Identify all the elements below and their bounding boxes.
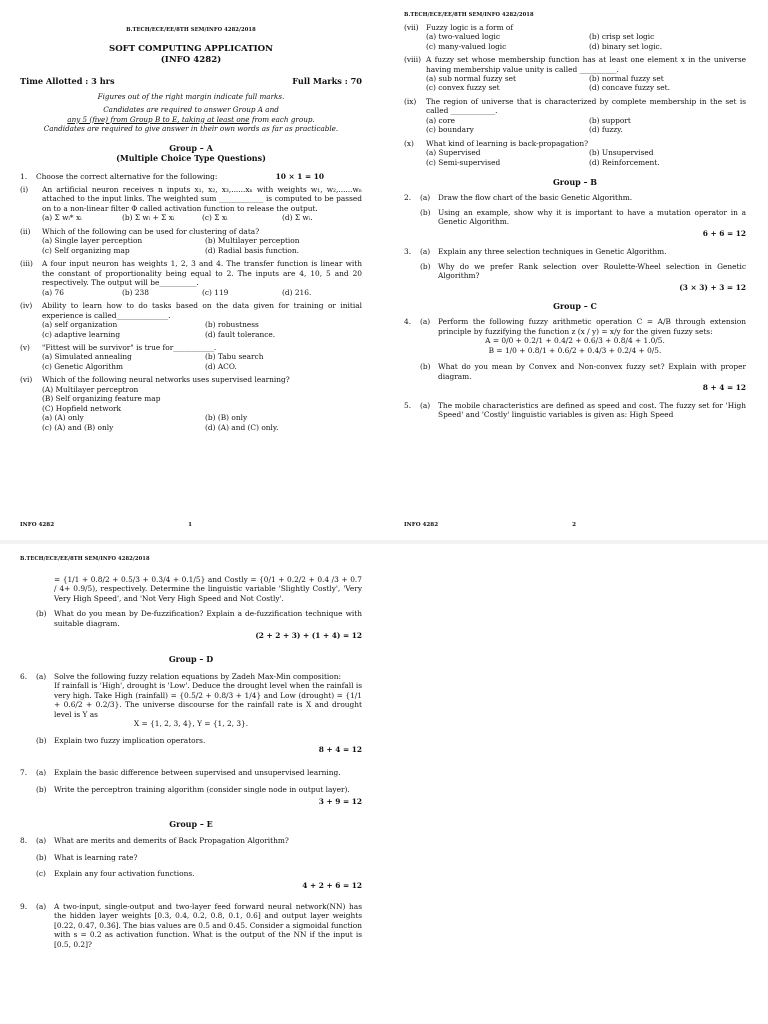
mcq-option: (d) concave fuzzy set.: [589, 83, 670, 93]
question-3-marks: (3 × 3) + 3 = 12: [679, 282, 746, 292]
mcq-text: An artificial neuron receives n inputs x₁, x₂, x₃,......xₙ with weights w₁, w₂,......wₙ attached to the input links. The weighted sum ____________ is computed to be passed on to a non-linear filter Φ called activation function to release the output.: [42, 184, 362, 213]
instruction-2: Candidates are required to answer Group A and: [103, 105, 279, 115]
full-marks: Full Marks : 70: [292, 75, 362, 86]
mcq-option: (d) (A) and (C) only.: [205, 422, 279, 432]
footer-page-number: 2: [572, 522, 576, 528]
mcq-text: A four input neuron has weights 1, 2, 3 and 4. The transfer function is linear with the constant of proportionality being equal to 2. The inputs are 4, 10, 5 and 20 respectively. The output will be__________.: [42, 259, 362, 288]
mcq-option: (b) robustness: [205, 320, 259, 330]
question-6-marks: 8 + 4 = 12: [318, 744, 362, 754]
mcq-text: Fuzzy logic is a form of: [426, 22, 514, 32]
mcq-option: (b) Unsupervised: [589, 148, 654, 158]
group-e-heading: Group – E: [169, 818, 213, 829]
mcq-option: (c) 119: [202, 287, 229, 297]
mcq-number: (v): [20, 343, 30, 352]
mcq-number: (iii): [20, 259, 33, 269]
mcq-list: [20, 185, 362, 432]
mcq-number: (i): [20, 184, 29, 194]
mcq-option: (c) adaptive learning: [42, 329, 121, 339]
page-header: B.TECH/ECE/EE/8TH SEM/INFO 4282/2018: [20, 556, 150, 562]
question-1: 1. Choose the correct alternative for the following: 10 × 1 = 10: [20, 171, 324, 181]
mcq-item: [20, 375, 362, 432]
mcq-options: [42, 413, 362, 432]
group-a-subheading: (Multiple Choice Type Questions): [116, 153, 266, 164]
mcq-option: (a) Simulated annealing: [42, 352, 132, 362]
mcq-option: (d) binary set logic.: [589, 41, 663, 51]
mcq-option: (d) Radial basis function.: [205, 245, 299, 255]
mcq-statement: (C) Hopfield network: [42, 403, 122, 413]
mcq-options-block: [42, 385, 362, 432]
mcq-option: (a) Σ wᵢ* xᵢ: [42, 213, 82, 223]
mcq-option: (c) Genetic Algorithm: [42, 361, 124, 371]
mcq-option: (a) two-valued logic: [426, 32, 500, 42]
mcq-option: (c) convex fuzzy set: [426, 83, 500, 93]
group-c-heading: Group – C: [553, 301, 597, 312]
mcq-options: [42, 352, 362, 371]
mcq-options-block: [42, 288, 362, 297]
mcq-statement: (A) Multilayer perceptron: [42, 384, 139, 394]
mcq-option: (b) crisp set logic: [589, 32, 655, 42]
mcq-option: (a) Single layer perception: [42, 236, 143, 246]
question-3b: (b) Why do we prefer Rank selection over Roulette-Wheel selection in Genetic Algorithm?: [420, 261, 746, 281]
mcq-option: (b) (B) only: [205, 413, 248, 423]
mcq-number: (ii): [20, 226, 31, 236]
footer-code: INFO 4282: [20, 522, 55, 528]
mcq-item: [20, 301, 362, 339]
mcq-option: (a) self organization: [42, 320, 118, 330]
mcq-text: Which of the following neural networks uses supervised learning?: [42, 375, 290, 385]
mcq-item: [404, 23, 746, 51]
mcq-option: (c) Σ xᵢ: [202, 213, 228, 223]
footer-page-number: 1: [188, 522, 192, 528]
question-4a: 4. (a) Perform the following fuzzy arithmetic operation C = A/B through extension principle by fuzzifying the function z (x / y) = x/y for the given fuzzy sets:: [404, 317, 746, 336]
mcq-text: What kind of learning is back-propagation?: [426, 138, 589, 148]
mcq-option: (b) 238: [122, 287, 149, 297]
mcq-item: [20, 259, 362, 297]
mcq-question: [404, 97, 746, 116]
mcq-options-block: [426, 32, 746, 51]
mcq-options-block: [42, 320, 362, 339]
mcq-options: [426, 32, 746, 51]
mcq-text: A fuzzy set whose membership function has at least one element x in the universe having membership value unity is called __________.: [426, 55, 746, 74]
mcq-option: (a) 76: [42, 287, 64, 297]
page-separator: [0, 540, 768, 544]
mcq-statement: (B) Self organizing feature map: [42, 394, 161, 404]
question-8a: 8. (a) What are merits and demerits of Back Propagation Algorithm?: [20, 836, 289, 846]
mcq-option: (d) fuzzy.: [589, 125, 623, 135]
mcq-options-block: [426, 74, 746, 93]
mcq-question: [20, 343, 362, 352]
question-8-marks: 4 + 2 + 6 = 12: [302, 880, 362, 890]
question-5-marks: (2 + 2 + 3) + (1 + 4) = 12: [255, 631, 362, 640]
mcq-options-block: [426, 116, 746, 135]
mcq-list-continued: [404, 23, 746, 168]
question-8b: (b) What is learning rate?: [36, 852, 138, 862]
question-2-marks: 6 + 6 = 12: [702, 228, 746, 238]
group-d-heading: Group – D: [168, 654, 214, 665]
mcq-option: (a) Supervised: [426, 148, 481, 158]
mcq-item: [20, 343, 362, 371]
fuzzy-set-a: A = 0/0 + 0.2/1 + 0.4/2 + 0.6/3 + 0.8/4 + 1.0/5.: [485, 336, 665, 346]
mcq-option: (b) Tabu search: [205, 352, 264, 362]
mcq-options: [42, 320, 362, 339]
mcq-number: (vii): [404, 22, 419, 32]
mcq-number: (viii): [404, 55, 422, 65]
mcq-option: (d) 216.: [282, 287, 312, 297]
time-allotted: Time Allotted : 3 hrs: [20, 75, 115, 86]
mcq-item: [404, 97, 746, 135]
mcq-option: (b) Σ wᵢ + Σ xᵢ: [122, 213, 175, 223]
mcq-option: (b) support: [589, 115, 631, 125]
mcq-question: [404, 139, 746, 148]
mcq-option: (c) boundary: [426, 125, 474, 135]
mcq-option: (c) many-valued logic: [426, 41, 507, 51]
page-header: B.TECH/ECE/EE/8TH SEM/INFO 4282/2018: [404, 12, 534, 18]
mcq-question: [20, 375, 362, 384]
mcq-text: Ability to learn how to do tasks based on the data given for training or initial experience is called______________.: [42, 301, 362, 320]
question-2a: 2. (a) Draw the flow chart of the basic Genetic Algorithm.: [404, 193, 633, 203]
mcq-options: [42, 213, 362, 222]
mcq-options: [426, 148, 746, 167]
mcq-options-block: [42, 352, 362, 371]
exam-page-2: [384, 0, 768, 535]
mcq-question: [20, 227, 362, 236]
instruction-4: Candidates are required to give answer in their own words as far as practicable.: [43, 123, 339, 133]
mcq-options-block: [426, 148, 746, 167]
exam-page-3: [0, 548, 384, 1024]
mcq-option: (b) Multilayer perception: [205, 236, 300, 246]
mcq-options: [426, 74, 746, 93]
mcq-option: (d) Reinforcement.: [589, 157, 660, 167]
mcq-number: (x): [404, 138, 414, 148]
mcq-number: (ix): [404, 96, 417, 106]
paper-code: (INFO 4282): [160, 54, 222, 65]
mcq-text: "Fittest will be survivor" is true for___________.: [42, 343, 217, 352]
mcq-item: [404, 139, 746, 167]
mcq-option: (c) Semi-supervised: [426, 157, 501, 167]
question-6a: 6. (a) Solve the following fuzzy relation equations by Zadeh Max-Min composition: If rainfall is 'High', drought is 'Low'. Deduce the drought level when the rainfall is very high. Take High (rainfall) = {0.5/2 + 0.8/3 + 1/4} and Low (drought) = {1/1 + 0.6/2 + 0.2/3}. The universe discourse for the rainfall rate is X and drought level is Y as: [20, 671, 362, 719]
fuzzy-set-b: B = 1/0 + 0.8/1 + 0.6/2 + 0.4/3 + 0.2/4 + 0/5.: [488, 345, 662, 355]
mcq-question: [404, 23, 746, 32]
question-5a: 5. (a) The mobile characteristics are defined as speed and cost. The fuzzy set for 'High Speed' and 'Costly' linguistic variables is given as: High Speed: [404, 400, 746, 420]
mcq-option: (c) (A) and (B) only: [42, 422, 114, 432]
page-header: B.TECH/ECE/EE/8TH SEM/INFO 4282/2018: [126, 27, 256, 33]
mcq-item: [404, 55, 746, 93]
mcq-option: (d) fault tolerance.: [205, 329, 276, 339]
mcq-text: The region of universe that is characterized by complete membership in the set is called ____________.: [426, 96, 746, 116]
question-3a: 3. (a) Explain any three selection techniques in Genetic Algorithm.: [404, 247, 667, 257]
group-b-heading: Group – B: [552, 177, 598, 188]
paper-title: SOFT COMPUTING APPLICATION: [108, 43, 274, 54]
question-7b: (b) Write the perceptron training algorithm (consider single node in output layer).: [36, 784, 350, 794]
mcq-text: Which of the following can be used for clustering of data?: [42, 226, 260, 236]
question-8c: (c) Explain any four activation functions.: [36, 869, 195, 879]
mcq-question: [20, 301, 362, 320]
question-4-marks: 8 + 4 = 12: [702, 383, 746, 393]
question-6b: (b) Explain two fuzzy implication operators.: [36, 735, 206, 745]
mcq-options: [426, 116, 746, 135]
mcq-question: [404, 55, 746, 74]
mcq-item: [20, 227, 362, 255]
mcq-options-block: [42, 213, 362, 222]
question-2b: (b) Using an example, show why it is important to have a mutation operator in a Genetic Algorithm.: [420, 207, 746, 227]
mcq-option: (c) Self organizing map: [42, 245, 130, 255]
mcq-question: [20, 185, 362, 213]
mcq-option: (a) (A) only: [42, 413, 84, 423]
mcq-options-block: [42, 236, 362, 255]
instruction-3: any 5 (five) from Group B to E, taking at least one from each group.: [67, 114, 315, 124]
mcq-option: (a) core: [426, 115, 456, 125]
universe-discourse: X = {1, 2, 3, 4}, Y = {1, 2, 3}.: [133, 719, 249, 729]
mcq-question: [20, 259, 362, 287]
mcq-item: [20, 185, 362, 223]
question-5b: (b) What do you mean by De-fuzzification? Explain a de-fuzzification technique with suitable diagram.: [36, 609, 362, 628]
question-5a-continued: = {1/1 + 0.8/2 + 0.5/3 + 0.3/4 + 0.1/5} and Costly = {0/1 + 0.2/2 + 0.4 /3 + 0.7 / 4+ 0.9/5), respectively. Determine the linguistic variable 'Slightly Costly', 'Very Very High Speed', and 'Not Very High Speed and Not Costly'.: [54, 574, 362, 603]
mcq-option: (d) ACO.: [205, 361, 237, 371]
mcq-option: (b) normal fuzzy set: [589, 74, 664, 83]
question-7-marks: 3 + 9 = 12: [318, 797, 362, 807]
mcq-number: (iv): [20, 301, 33, 311]
mcq-option: (a) sub normal fuzzy set: [426, 74, 516, 83]
exam-page-1: [0, 0, 384, 535]
instruction-1: Figures out of the right margin indicate full marks.: [97, 92, 285, 102]
mcq-options: [42, 236, 362, 255]
question-7a: 7. (a) Explain the basic difference between supervised and unsupervised learning.: [20, 768, 341, 778]
mcq-number: (vi): [20, 375, 33, 385]
group-a-heading: Group – A: [169, 143, 213, 154]
mcq-options: [42, 288, 362, 297]
question-9a: 9. (a) A two-input, single-output and two-layer feed forward neural network(NN) has the hidden layer weights [0.3, 0.4, 0.2, 0.8, 0.1, 0.6] and output layer weights [0.22, 0.47, 0.36]. The bias values are 0.5 and 0.45. Consider a sigmoidal function with s = 0.2 as activation function. What is the output of the NN if the input is [0.5, 0.2]?: [20, 901, 362, 949]
mcq-option: (d) Σ wᵢ.: [282, 213, 313, 223]
question-4b: (b) What do you mean by Convex and Non-convex fuzzy set? Explain with proper diagram.: [420, 362, 746, 381]
footer-code: INFO 4282: [404, 522, 439, 528]
